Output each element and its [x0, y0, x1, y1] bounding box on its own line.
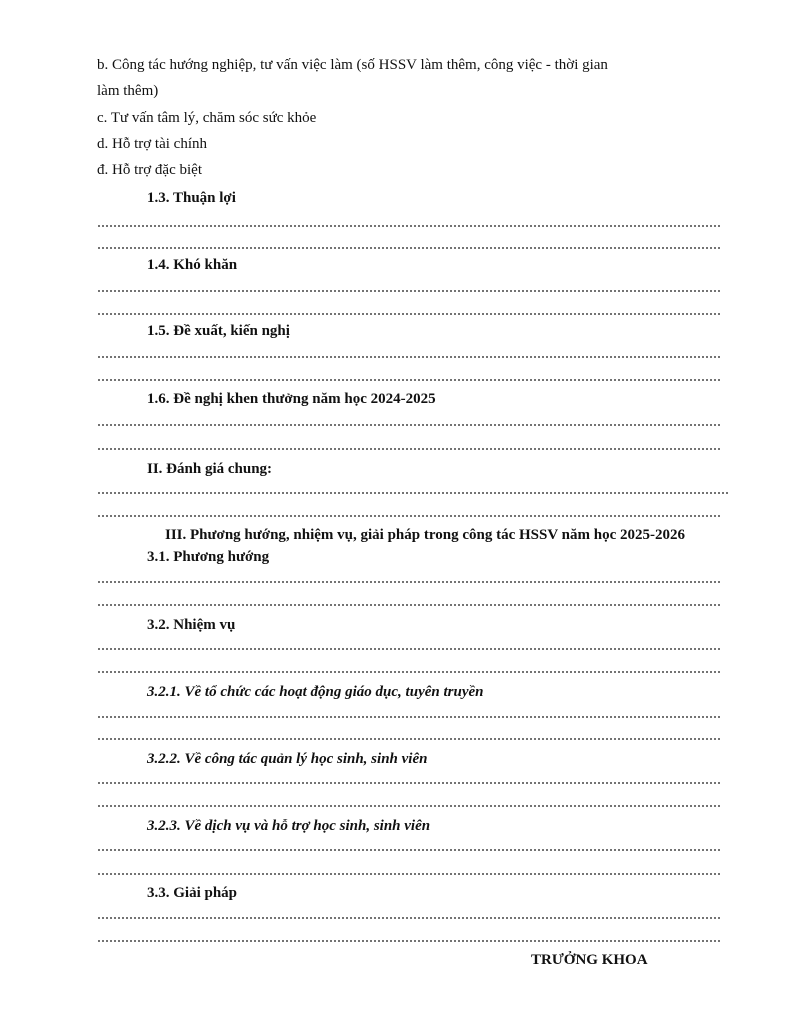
heading-nv-321: 3.2.1. Về tổ chức các hoạt động giáo dục, tuyên truyền — [147, 684, 484, 700]
heading-khen-thuong: 1.6. Đề nghị khen thưởng năm học 2024-2025 — [147, 391, 436, 407]
dotted-line — [97, 940, 722, 942]
dotted-line — [97, 247, 722, 249]
dotted-line — [97, 379, 722, 381]
intro-line-dd: đ. Hỗ trợ đặc biệt — [97, 162, 202, 178]
dotted-line — [97, 356, 722, 358]
heading-phuong-huong: 3.1. Phương hướng — [147, 549, 270, 565]
heading-nhiem-vu: 3.2. Nhiệm vụ — [147, 617, 236, 633]
heading-thuan-loi: 1.3. Thuận lợi — [147, 190, 236, 206]
heading-danh-gia: II. Đánh giá chung: — [147, 461, 273, 477]
dotted-line — [97, 917, 722, 919]
dotted-line — [97, 424, 722, 426]
dotted-line — [97, 225, 722, 227]
dotted-line — [97, 873, 722, 875]
dotted-line — [97, 448, 722, 450]
dotted-line — [97, 849, 722, 851]
dotted-line — [97, 648, 722, 650]
heading-de-xuat: 1.5. Đề xuất, kiến nghị — [147, 323, 290, 339]
dotted-line — [97, 716, 722, 718]
intro-line-b-cont: làm thêm) — [97, 83, 159, 99]
heading-giai-phap: 3.3. Giải pháp — [147, 885, 238, 901]
dotted-line — [97, 581, 722, 583]
dotted-line — [97, 805, 722, 807]
dotted-line — [97, 492, 730, 494]
dotted-line — [97, 671, 722, 673]
dotted-line — [97, 290, 722, 292]
signature-title: TRƯỞNG KHOA — [531, 952, 648, 968]
heading-nv-323: 3.2.3. Về dịch vụ và hỗ trợ học sinh, sinh viên — [147, 818, 431, 834]
heading-nv-322: 3.2.2. Về công tác quản lý học sinh, sinh viên — [147, 751, 428, 767]
dotted-line — [97, 604, 722, 606]
intro-line-d: d. Hỗ trợ tài chính — [97, 136, 207, 152]
intro-line-c: c. Tư vấn tâm lý, chăm sóc sức khỏe — [97, 110, 317, 126]
heading-phuong-huong-main: III. Phương hướng, nhiệm vụ, giải pháp trong công tác HSSV năm học 2025-2026 — [165, 527, 685, 543]
dotted-line — [97, 738, 722, 740]
dotted-line — [97, 782, 722, 784]
dotted-line — [97, 515, 722, 517]
intro-line-b: b. Công tác hướng nghiệp, tư vấn việc làm (số HSSV làm thêm, công việc - thời gian — [97, 57, 608, 73]
heading-kho-khan: 1.4. Khó khăn — [147, 257, 238, 273]
dotted-line — [97, 313, 722, 315]
